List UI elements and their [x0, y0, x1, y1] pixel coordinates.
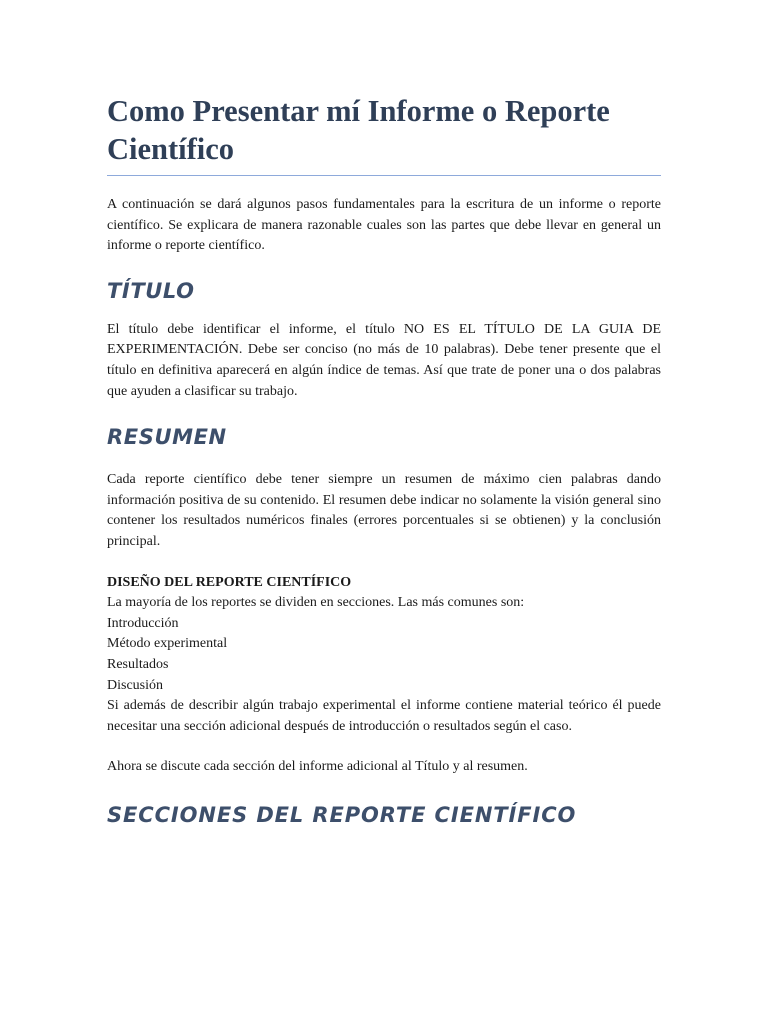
- section-body-titulo: El título debe identificar el informe, el título NO ES EL TÍTULO DE LA GUIA DE EXPERIMENTACIÓN. Debe ser conciso (no más de 10 palabras). Debe tener presente que el título en definitiva aparecerá en algún índice de temas. Así que trate de poner una o dos palabras que ayuden a clasificar su trabajo.: [107, 321, 661, 399]
- section-heading-titulo: TÍTULO: [107, 278, 195, 303]
- section-heading-resumen: RESUMEN: [107, 425, 227, 450]
- section-body-resumen: Cada reporte científico debe tener siempre un resumen de máximo cien palabras dando información positiva de su contenido. El resumen debe indicar no solamente la visión general sino contener los resultados numéricos finales (errores porcentuales si se obtienen) y la conclusión principal.: [107, 472, 661, 549]
- design-item-resultados: Resultados: [107, 656, 169, 672]
- design-extra: Si además de describir algún trabajo experimental el informe contiene material teórico él puede necesitar una sección adicional después de introducción o resultados según el caso.: [107, 698, 661, 734]
- design-item-metodo: Método experimental: [107, 636, 228, 652]
- closing-paragraph: Ahora se discute cada sección del informe adicional al Título y al resumen.: [107, 759, 528, 775]
- section-heading-secciones: SECCIONES DEL REPORTE CIENTÍFICO: [107, 802, 577, 827]
- document-page: [107, 92, 661, 828]
- design-item-discusion: Discusión: [107, 677, 163, 693]
- intro-paragraph: A continuación se dará algunos pasos fundamentales para la escritura de un informe o reporte científico. Se explicara de manera razonable cuales son las partes que debe llevar en general un informe o reporte científico.: [107, 197, 661, 254]
- design-block: [107, 573, 661, 738]
- design-lead: La mayoría de los reportes se dividen en secciones. Las más comunes son:: [107, 595, 525, 611]
- design-title: DISEÑO DEL REPORTE CIENTÍFICO: [107, 574, 352, 590]
- design-item-introduccion: Introducción: [107, 615, 179, 631]
- document-title: Como Presentar mí Informe o Reporte Científico: [107, 92, 661, 176]
